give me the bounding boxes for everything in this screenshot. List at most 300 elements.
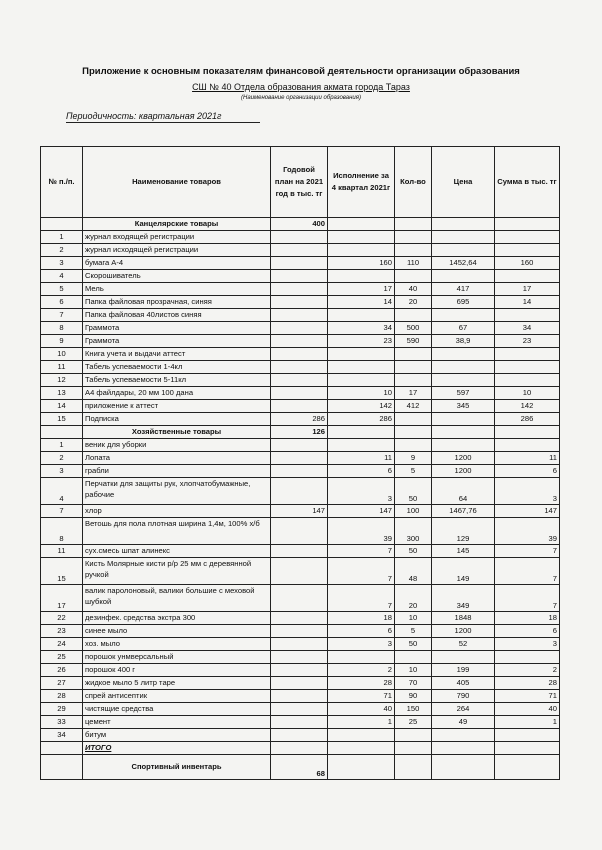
periodicity: Периодичность: квартальная 2021г [66,111,260,123]
cell-quantity: 590 [395,335,432,348]
cell-plan: 147 [271,505,328,518]
cell-plan [271,452,328,465]
cell-plan [271,664,328,677]
cell-execution: 71 [328,690,395,703]
cell-price [432,244,495,257]
table-row [41,677,560,690]
cell-execution: 1 [328,716,395,729]
cell-plan [271,283,328,296]
cell-number: 25 [41,651,83,664]
cell-execution: 17 [328,283,395,296]
cell-quantity: 25 [395,716,432,729]
table-row [41,361,560,374]
cell-name: спрей антисептик [83,690,271,703]
cell-sum [495,309,560,322]
cell-quantity: 20 [395,585,432,612]
cell-execution [328,651,395,664]
table-row [41,283,560,296]
cell-name: чистящие средства [83,703,271,716]
cell-number: 1 [41,231,83,244]
cell-plan [271,729,328,742]
total-row [41,742,560,755]
table-row [41,558,560,585]
section-row [41,426,560,439]
cell-quantity: 50 [395,478,432,505]
table-row [41,387,560,400]
table-row [41,439,560,452]
cell-price: 1848 [432,612,495,625]
cell-price [432,348,495,361]
cell-name: А4 файлдары, 20 мм 100 дана [83,387,271,400]
col-quantity: Кол-во [395,147,432,218]
cell-empty [432,426,495,439]
cell-plan [271,478,328,505]
cell-plan [271,638,328,651]
cell-number: 3 [41,465,83,478]
table-row [41,296,560,309]
cell-plan [271,518,328,545]
cell-quantity: 300 [395,518,432,545]
table-row [41,413,560,426]
table-row [41,729,560,742]
cell-price [432,361,495,374]
cell-number: 4 [41,270,83,283]
cell-quantity: 110 [395,257,432,270]
cell-number: 23 [41,625,83,638]
cell-empty [41,755,83,780]
cell-name: Табель успеваемости 1-4кл [83,361,271,374]
cell-plan [271,612,328,625]
cell-name: Лопата [83,452,271,465]
cell-number: 4 [41,478,83,505]
cell-name: приложение к аттест [83,400,271,413]
cell-price: 1200 [432,625,495,638]
cell-plan: 286 [271,413,328,426]
cell-name: Подписка [83,413,271,426]
cell-empty [495,755,560,780]
cell-number: 26 [41,664,83,677]
cell-price [432,651,495,664]
table-row [41,651,560,664]
section-plan: 400 [271,218,328,231]
cell-sum: 7 [495,545,560,558]
table-row [41,348,560,361]
cell-sum: 6 [495,465,560,478]
cell-plan [271,400,328,413]
cell-sum: 28 [495,677,560,690]
table-row [41,244,560,257]
cell-execution: 6 [328,465,395,478]
cell-name: сух.смесь шпат алинекс [83,545,271,558]
cell-name: Скорошиватель [83,270,271,283]
cell-plan [271,348,328,361]
section-title: Спортивный инвентарь [83,755,271,780]
cell-plan [271,231,328,244]
cell-name: дезинфек. средства экстра 300 [83,612,271,625]
cell-quantity: 50 [395,545,432,558]
table-row [41,257,560,270]
cell-execution: 6 [328,625,395,638]
cell-empty [41,218,83,231]
cell-quantity: 17 [395,387,432,400]
cell-plan [271,296,328,309]
organization-name: СШ № 40 Отдела образования акмата города Тараз [192,82,410,92]
cell-empty [395,742,432,755]
section-plan: 126 [271,426,328,439]
total-label: ИТОГО [83,742,271,755]
cell-quantity: 5 [395,465,432,478]
cell-quantity: 50 [395,638,432,651]
cell-sum [495,270,560,283]
cell-sum: 3 [495,638,560,651]
cell-price: 597 [432,387,495,400]
table-row [41,374,560,387]
cell-sum: 147 [495,505,560,518]
cell-name: хлор [83,505,271,518]
cell-execution: 7 [328,558,395,585]
cell-empty [41,742,83,755]
table-row [41,309,560,322]
cell-empty [395,218,432,231]
cell-name: веник для уборки [83,439,271,452]
cell-price: 1467,76 [432,505,495,518]
cell-number: 15 [41,558,83,585]
cell-plan [271,465,328,478]
col-name: Наименование товаров [83,147,271,218]
cell-sum: 40 [495,703,560,716]
table-row [41,505,560,518]
cell-quantity: 20 [395,296,432,309]
cell-name: битум [83,729,271,742]
col-sum: Сумма в тыс. тг [495,147,560,218]
cell-execution [328,729,395,742]
table-row [41,270,560,283]
cell-plan [271,257,328,270]
cell-name: валик паролоновый, валики большие с меховой шубкой [83,585,271,612]
cell-empty [432,742,495,755]
table-row [41,518,560,545]
cell-price [432,270,495,283]
cell-empty [271,742,328,755]
cell-sum [495,439,560,452]
cell-quantity [395,309,432,322]
cell-execution: 39 [328,518,395,545]
cell-quantity [395,439,432,452]
cell-empty [328,426,395,439]
cell-execution: 2 [328,664,395,677]
table-row [41,231,560,244]
cell-number: 24 [41,638,83,651]
cell-sum [495,348,560,361]
cell-price: 1452,64 [432,257,495,270]
cell-execution [328,244,395,257]
cell-plan [271,374,328,387]
cell-number: 8 [41,518,83,545]
cell-number: 9 [41,335,83,348]
cell-number: 8 [41,322,83,335]
section-plan: 68 [271,755,328,780]
cell-plan [271,625,328,638]
col-execution: Исполнение за 4 квартал 2021г [328,147,395,218]
cell-number: 15 [41,413,83,426]
cell-quantity [395,361,432,374]
cell-number: 2 [41,244,83,257]
cell-empty [432,755,495,780]
cell-execution: 147 [328,505,395,518]
cell-quantity: 90 [395,690,432,703]
cell-empty [395,755,432,780]
cell-quantity: 412 [395,400,432,413]
cell-price: 695 [432,296,495,309]
cell-name: хоз. мыло [83,638,271,651]
cell-name: журнал исходящей регистрации [83,244,271,257]
section-row [41,218,560,231]
cell-sum [495,244,560,257]
cell-execution [328,439,395,452]
cell-price: 345 [432,400,495,413]
cell-quantity: 150 [395,703,432,716]
cell-sum: 142 [495,400,560,413]
cell-price [432,729,495,742]
cell-sum: 1 [495,716,560,729]
cell-empty [328,218,395,231]
cell-plan [271,585,328,612]
cell-price: 405 [432,677,495,690]
cell-price: 38,9 [432,335,495,348]
cell-price: 417 [432,283,495,296]
col-number: № п./п. [41,147,83,218]
cell-number: 17 [41,585,83,612]
cell-number: 7 [41,505,83,518]
section-title: Хозяйственные товары [83,426,271,439]
cell-plan [271,270,328,283]
cell-sum [495,361,560,374]
cell-quantity [395,231,432,244]
table-row [41,478,560,505]
cell-price [432,439,495,452]
cell-name: порошок унмверсальный [83,651,271,664]
cell-name: жидкое мыло 5 литр таре [83,677,271,690]
cell-execution: 14 [328,296,395,309]
cell-price: 149 [432,558,495,585]
cell-name: порошок 400 г [83,664,271,677]
cell-number: 29 [41,703,83,716]
cell-empty [328,742,395,755]
cell-quantity [395,374,432,387]
cell-empty [395,426,432,439]
table-row [41,690,560,703]
cell-sum: 71 [495,690,560,703]
cell-execution: 3 [328,478,395,505]
cell-number: 11 [41,361,83,374]
cell-name: Книга учета и выдачи аттест [83,348,271,361]
cell-execution [328,348,395,361]
cell-price: 199 [432,664,495,677]
cell-name: Папка файловая 40листов синяя [83,309,271,322]
cell-quantity: 70 [395,677,432,690]
cell-execution: 18 [328,612,395,625]
cell-plan [271,309,328,322]
table-header [41,147,560,218]
cell-execution: 142 [328,400,395,413]
col-price: Цена [432,147,495,218]
cell-sum: 3 [495,478,560,505]
table-row [41,585,560,612]
cell-quantity: 40 [395,283,432,296]
cell-name: Ветошь для пола плотная ширина 1,4м, 100% х/б [83,518,271,545]
cell-price: 790 [432,690,495,703]
cell-number: 1 [41,439,83,452]
cell-name: грабли [83,465,271,478]
cell-sum [495,374,560,387]
table-row [41,638,560,651]
cell-sum [495,231,560,244]
cell-execution [328,374,395,387]
cell-price: 129 [432,518,495,545]
cell-execution: 7 [328,545,395,558]
cell-number: 34 [41,729,83,742]
table-row [41,465,560,478]
cell-plan [271,244,328,257]
table-row [41,703,560,716]
table-row [41,664,560,677]
cell-number: 3 [41,257,83,270]
cell-empty [495,426,560,439]
cell-execution [328,270,395,283]
cell-sum: 11 [495,452,560,465]
cell-price: 67 [432,322,495,335]
cell-number: 14 [41,400,83,413]
cell-price: 264 [432,703,495,716]
cell-quantity: 5 [395,625,432,638]
cell-sum: 23 [495,335,560,348]
cell-plan [271,558,328,585]
cell-empty [495,218,560,231]
cell-quantity [395,651,432,664]
cell-execution [328,231,395,244]
cell-number: 27 [41,677,83,690]
cell-execution [328,309,395,322]
cell-sum [495,651,560,664]
cell-execution: 7 [328,585,395,612]
section-title: Канцелярские товары [83,218,271,231]
cell-execution: 160 [328,257,395,270]
cell-quantity: 100 [395,505,432,518]
cell-name: Граммота [83,322,271,335]
cell-sum: 160 [495,257,560,270]
cell-plan [271,690,328,703]
goods-table [40,146,560,780]
cell-name: синее мыло [83,625,271,638]
cell-price: 145 [432,545,495,558]
cell-number: 11 [41,545,83,558]
cell-sum: 2 [495,664,560,677]
table-row [41,452,560,465]
cell-price [432,374,495,387]
cell-execution: 28 [328,677,395,690]
cell-price [432,413,495,426]
cell-execution: 40 [328,703,395,716]
cell-execution: 23 [328,335,395,348]
cell-price: 1200 [432,452,495,465]
table-row [41,322,560,335]
col-plan: Годовой план на 2021 год в тыс. тг [271,147,328,218]
cell-price: 49 [432,716,495,729]
cell-quantity: 10 [395,612,432,625]
cell-name: Табель успеваемости 5-11кл [83,374,271,387]
cell-price: 349 [432,585,495,612]
cell-empty [328,755,395,780]
cell-plan [271,361,328,374]
cell-number: 6 [41,296,83,309]
cell-quantity [395,413,432,426]
cell-sum: 14 [495,296,560,309]
cell-number: 33 [41,716,83,729]
cell-number: 7 [41,309,83,322]
section-row [41,755,560,780]
cell-empty [432,218,495,231]
cell-execution: 34 [328,322,395,335]
cell-execution: 10 [328,387,395,400]
cell-name: Папка файловая прозрачная, синяя [83,296,271,309]
cell-price: 52 [432,638,495,651]
cell-plan [271,716,328,729]
cell-empty [41,426,83,439]
cell-sum: 7 [495,585,560,612]
table-row [41,335,560,348]
cell-plan [271,335,328,348]
cell-plan [271,439,328,452]
cell-sum: 18 [495,612,560,625]
cell-number: 13 [41,387,83,400]
document-title: Приложение к основным показателям финансовой деятельности организации образования [82,66,520,77]
cell-sum: 39 [495,518,560,545]
cell-sum: 6 [495,625,560,638]
cell-execution [328,361,395,374]
cell-price: 64 [432,478,495,505]
cell-sum: 10 [495,387,560,400]
cell-name: цемент [83,716,271,729]
cell-sum: 34 [495,322,560,335]
cell-name: Кисть Молярные кисти р/р 25 мм с деревянной ручкой [83,558,271,585]
cell-plan [271,387,328,400]
cell-number: 10 [41,348,83,361]
cell-plan [271,322,328,335]
cell-execution: 3 [328,638,395,651]
cell-quantity: 500 [395,322,432,335]
table-row [41,400,560,413]
cell-execution: 11 [328,452,395,465]
cell-number: 28 [41,690,83,703]
cell-number: 5 [41,283,83,296]
cell-quantity [395,729,432,742]
cell-number: 12 [41,374,83,387]
cell-quantity: 10 [395,664,432,677]
cell-execution: 286 [328,413,395,426]
cell-sum: 17 [495,283,560,296]
cell-quantity [395,244,432,257]
cell-empty [495,742,560,755]
cell-plan [271,651,328,664]
table-row [41,612,560,625]
cell-price [432,309,495,322]
cell-sum [495,729,560,742]
cell-name: бумага А-4 [83,257,271,270]
cell-quantity [395,270,432,283]
cell-plan [271,545,328,558]
cell-number: 22 [41,612,83,625]
cell-sum: 286 [495,413,560,426]
